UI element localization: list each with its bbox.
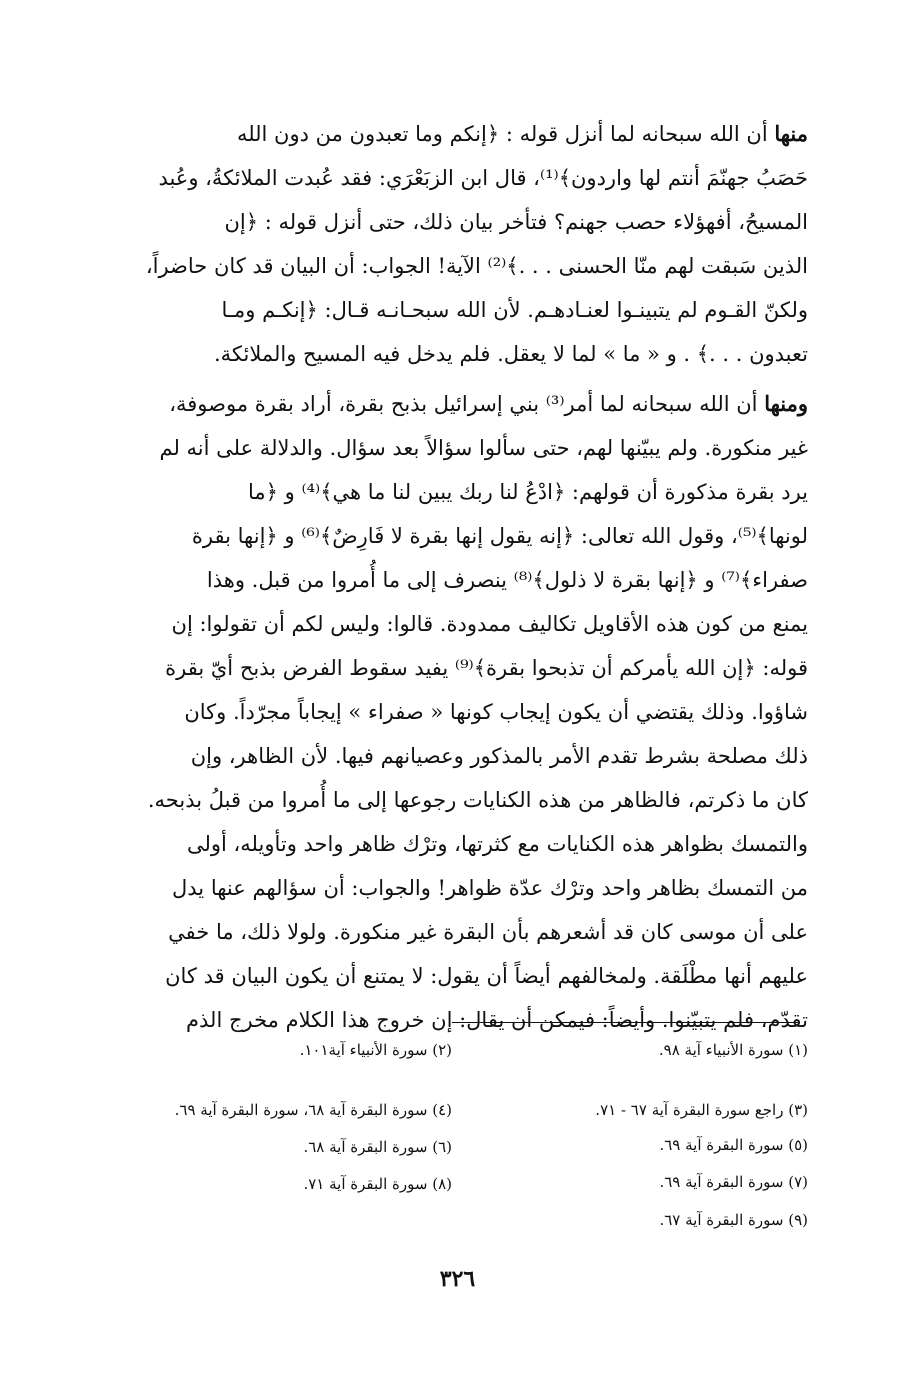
text-line: لونها﴾⁽⁵⁾، وقول الله تعالى: ﴿إنه يقول إنها بقرة لا فَارِضٌ﴾⁽⁶⁾ و ﴿إنها بقرة (191, 524, 808, 548)
text-line: شاؤوا. وذلك يقتضي أن يكون إيجاب كونها « صفراء » إيجاباً مجرّداً. وكان (184, 700, 808, 724)
text-line: صفراء﴾⁽⁷⁾ و ﴿إنها بقرة لا ذلول﴾⁽⁸⁾ ينصرف إلى ما أُمروا من قبل. وهذا (206, 568, 808, 592)
text-line: ذلك مصلحة بشرط تقدم الأمر بالمذكور وعصيانهم فيها. لأن الظاهر، وإن (190, 744, 808, 768)
footnote-1: (١) سورة الأنبياء آية ٩٨. (658, 1041, 808, 1059)
footnote-2: (٢) سورة الأنبياء آية١٠١. (299, 1041, 452, 1059)
text-line: كان ما ذكرتم، فالظاهر من هذه الكنايات رجوعها إلى ما أُمروا من قبلُ بذبحه. (147, 788, 808, 812)
footnote-3: (٣) راجع سورة البقرة آية ٦٧ - ٧١. (595, 1101, 808, 1119)
text-line: عليهم أنها مطْلَقة. ولمخالفهم أيضاً أن يقول: لا يمتنع أن يكون البيان قد كان (165, 964, 808, 988)
footnote-8: (٨) سورة البقرة آية ٧١. (303, 1175, 452, 1193)
footnote-separator (452, 1022, 798, 1023)
text-line: يرد بقرة مذكورة أن قولهم: ﴿ادْعُ لنا ربك يبين لنا ما هي﴾⁽⁴⁾ و ﴿ما (248, 480, 808, 504)
main-text (96, 112, 808, 1042)
footnote-7: (٧) سورة البقرة آية ٦٩. (659, 1173, 808, 1191)
paragraph-1 (96, 112, 808, 376)
text-line: غير منكورة. ولم يبيّنها لهم، حتى سألوا سؤالاً بعد سؤال. والدلالة على أنه لم (159, 436, 808, 460)
text-line: يمنع من كون هذه الأقاويل تكاليف ممدودة. قالوا: وليس لكم أن تقولوا: إن (171, 612, 808, 636)
text-line: المسيحُ، أفهؤلاء حصب جهنم؟ فتأخر بيان ذلك، حتى أنزل قوله : ﴿إن (224, 210, 808, 234)
text-line (96, 382, 808, 426)
page-number: ٣٢٦ (439, 1266, 476, 1292)
paragraph-2 (96, 382, 808, 1042)
text-line: من التمسك بظاهر واحد وترْك عدّة ظواهر! والجواب: أن سؤالهم عنها يدل (172, 876, 808, 900)
paragraph-lead-word: ومنها (764, 391, 808, 416)
text-line-body: أن الله سبحانه لما أمر⁽³⁾ بني إسرائيل بذبح بقرة، أراد بقرة موصوفة، (169, 392, 765, 416)
text-line: تعبدون . . .﴾ . و « ما » لما لا يعقل. فلم يدخل فيه المسيح والملائكة. (213, 342, 808, 366)
text-line: تقدّم، فلم يتبيّنوا. وأيضاً: فيمكن أن يقال: إن خروج هذا الكلام مخرج الذم (186, 1008, 808, 1032)
footnote-6: (٦) سورة البقرة آية ٦٨. (303, 1138, 452, 1156)
text-line: قوله: ﴿إن الله يأمركم أن تذبحوا بقرة﴾⁽⁹⁾ يفيد سقوط الفرض بذبح أيّ بقرة (165, 656, 808, 680)
footnote-9: (٩) سورة البقرة آية ٦٧. (659, 1211, 808, 1229)
footnote-4: (٤) سورة البقرة آية ٦٨، سورة البقرة آية ٦٩. (174, 1101, 452, 1119)
text-line-body: أن الله سبحانه لما أنزل قوله : ﴿إنكم وما تعبدون من دون الله (236, 122, 775, 146)
text-line: ولكنّ القـوم لم يتبينـوا لعنـادهـم. لأن الله سبحـانـه قـال: ﴿إنكـم ومـا (221, 298, 808, 322)
paragraph-lead-word: منها (774, 121, 808, 146)
footnote-5: (٥) سورة البقرة آية ٦٩. (659, 1136, 808, 1154)
text-line: على أن موسى كان قد أشعرهم بأن البقرة غير منكورة. ولولا ذلك، ما خفي (168, 920, 808, 944)
text-line: الذين سَبقت لهم منّا الحسنى . . .﴾⁽²⁾ الآية! الجواب: أن البيان قد كان حاضراً، (145, 254, 808, 278)
text-line: حَصَبُ جهنّمَ أنتم لها واردون﴾⁽¹⁾، قال ابن الزبَعْرَي: فقد عُبدت الملائكةُ، وعُبد (158, 166, 808, 190)
text-line: والتمسك بظواهر هذه الكنايات مع كثرتها، وترْك ظاهر واحد وتأويله، أولى (186, 832, 808, 856)
text-line (96, 112, 808, 156)
